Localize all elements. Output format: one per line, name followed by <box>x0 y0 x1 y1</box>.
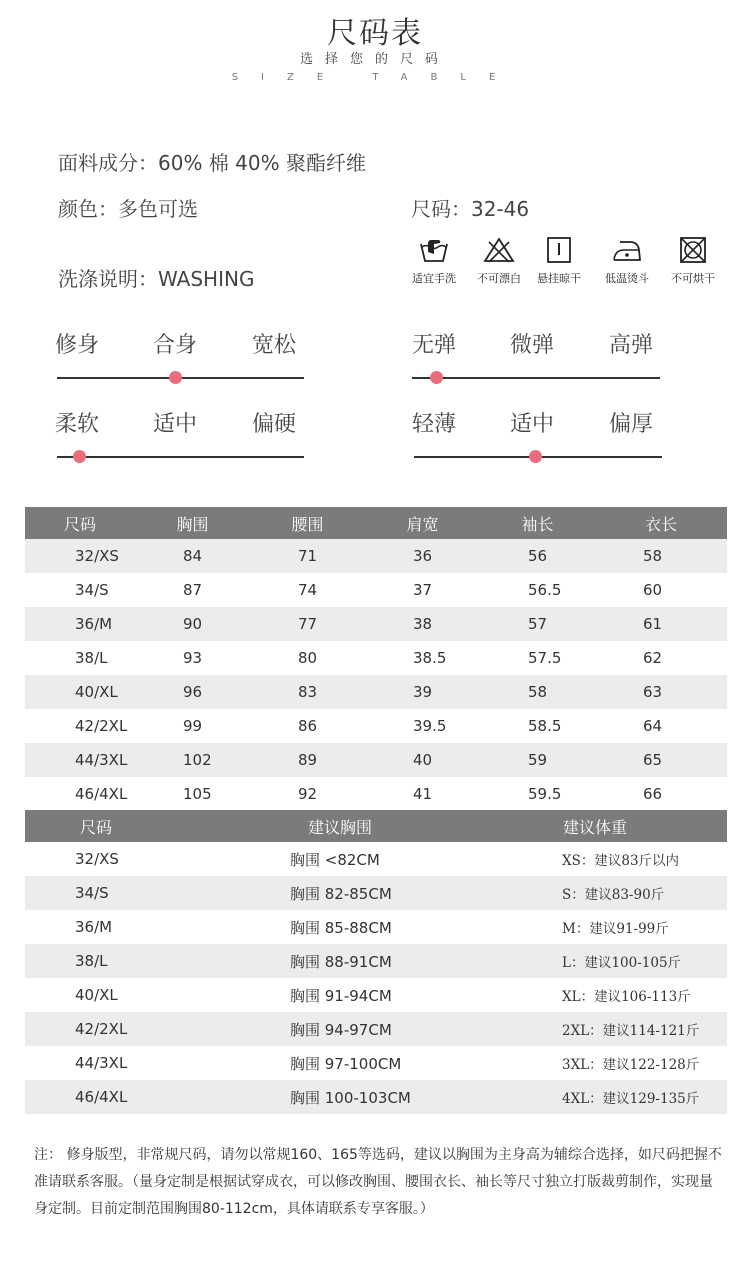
table-cell: 90 <box>135 607 250 641</box>
stretch-label-slight: 微弹 <box>510 333 555 358</box>
table-cell: 36 <box>365 539 480 573</box>
table-row <box>25 539 727 573</box>
table-cell: M：建议91-99斤 <box>480 910 727 944</box>
thickness-label-thin: 轻薄 <box>412 412 457 437</box>
table-row <box>25 573 727 607</box>
fit-label-loose: 宽松 <box>252 333 297 358</box>
table-cell: 58 <box>480 675 595 709</box>
table-cell: 38 <box>365 607 480 641</box>
no-tumble-dry-icon <box>677 236 709 264</box>
fabric-info: 面料成分：60% 棉 40% 聚酯纤维 <box>58 151 366 175</box>
table-cell: 36/M <box>25 910 250 944</box>
header-size: 尺码 <box>25 810 250 842</box>
table-cell: 38.5 <box>365 641 480 675</box>
page-title: 尺码表 <box>327 16 423 51</box>
stretch-label-high: 高弹 <box>609 333 654 358</box>
table-cell: 58 <box>595 539 727 573</box>
softness-label-hard: 偏硬 <box>252 412 297 437</box>
table-cell: 36/M <box>25 607 135 641</box>
table-row <box>25 842 727 876</box>
table-cell: 57.5 <box>480 641 595 675</box>
table-cell: 37 <box>365 573 480 607</box>
thickness-indicator-dot <box>529 450 542 463</box>
table-cell: 46/4XL <box>25 1080 250 1114</box>
table-cell: 40 <box>365 743 480 777</box>
header-recommended-weight: 建议体重 <box>480 810 727 842</box>
table-cell: 42/2XL <box>25 1012 250 1046</box>
care-label: 不可漂白 <box>477 272 521 285</box>
table-cell: 59 <box>480 743 595 777</box>
table-cell: 60 <box>595 573 727 607</box>
header-size: 尺码 <box>25 507 135 539</box>
hand-wash-icon <box>418 236 450 264</box>
table-cell: 胸围 94-97CM <box>250 1012 480 1046</box>
table-cell: 44/3XL <box>25 743 135 777</box>
table-cell: 63 <box>595 675 727 709</box>
stretch-indicator-dot <box>430 371 443 384</box>
care-label: 不可烘干 <box>671 272 715 285</box>
care-item-low-iron <box>589 236 665 286</box>
table-row <box>25 910 727 944</box>
washing-info: 洗涤说明：WASHING <box>58 267 255 291</box>
table-cell: L：建议100-105斤 <box>480 944 727 978</box>
table-row <box>25 777 727 811</box>
softness-track <box>57 456 304 458</box>
table-row <box>25 675 727 709</box>
table-cell: 99 <box>135 709 250 743</box>
table-row <box>25 1012 727 1046</box>
care-label: 低温烫斗 <box>605 272 649 285</box>
fit-label-slim: 修身 <box>55 333 100 358</box>
table-cell: 39 <box>365 675 480 709</box>
size-table <box>25 507 727 811</box>
header-length: 衣长 <box>595 507 727 539</box>
thickness-label-medium: 适中 <box>510 412 555 437</box>
table-cell: 40/XL <box>25 978 250 1012</box>
care-item-no-tumble-dry <box>655 236 731 286</box>
table-cell: 83 <box>250 675 365 709</box>
header-shoulder: 肩宽 <box>365 507 480 539</box>
table-cell: 胸围 85-88CM <box>250 910 480 944</box>
size-table-header <box>25 507 727 539</box>
stretch-label-none: 无弹 <box>412 333 457 358</box>
table-cell: 56.5 <box>480 573 595 607</box>
table-cell: 105 <box>135 777 250 811</box>
table-cell: 59.5 <box>480 777 595 811</box>
table-cell: 77 <box>250 607 365 641</box>
table-cell: 56 <box>480 539 595 573</box>
table-cell: 胸围 <82CM <box>250 842 480 876</box>
table-cell: 40/XL <box>25 675 135 709</box>
page-subtitle: 选择您的尺码 <box>299 52 450 67</box>
table-cell: 胸围 100-103CM <box>250 1080 480 1114</box>
thickness-track <box>414 456 662 458</box>
table-row <box>25 743 727 777</box>
header-sleeve: 袖长 <box>480 507 595 539</box>
table-cell: 64 <box>595 709 727 743</box>
table-cell: 胸围 91-94CM <box>250 978 480 1012</box>
table-row <box>25 607 727 641</box>
table-cell: 胸围 88-91CM <box>250 944 480 978</box>
table-cell: 38/L <box>25 641 135 675</box>
softness-label-medium: 适中 <box>153 412 198 437</box>
table-row <box>25 1046 727 1080</box>
table-cell: 65 <box>595 743 727 777</box>
table-cell: 102 <box>135 743 250 777</box>
table-cell: 32/XS <box>25 842 250 876</box>
size-note: 注： 修身版型，非常规尺码，请勿以常规160、165等选码，建议以胸围为主身高为辅综合选择，如尺码把握不准请联系客服。（量身定制是根据试穿成衣，可以修改胸围、腰围衣长、袖长等尺寸独立打版裁剪制作，实现量身定制。目前定制范围胸围80-112cm，具体请联系专享客服。） <box>34 1147 722 1217</box>
table-cell: 32/XS <box>25 539 135 573</box>
table-cell: 2XL：建议114-121斤 <box>480 1012 727 1046</box>
fit-indicator-dot <box>169 371 182 384</box>
table-cell: 84 <box>135 539 250 573</box>
table-cell: 62 <box>595 641 727 675</box>
table-row <box>25 1080 727 1114</box>
care-label: 适宜手洗 <box>412 272 456 285</box>
header-waist: 腰围 <box>250 507 365 539</box>
header-bust: 胸围 <box>135 507 250 539</box>
table-cell: 71 <box>250 539 365 573</box>
page-subtitle-en: SIZE TABLE <box>231 72 519 83</box>
table-row <box>25 978 727 1012</box>
table-cell: 胸围 82-85CM <box>250 876 480 910</box>
table-cell: XL：建议106-113斤 <box>480 978 727 1012</box>
table-cell: 34/S <box>25 573 135 607</box>
table-cell: 44/3XL <box>25 1046 250 1080</box>
no-bleach-icon <box>483 236 515 264</box>
table-cell: 34/S <box>25 876 250 910</box>
color-info: 颜色：多色可选 <box>58 197 198 221</box>
table-cell: 42/2XL <box>25 709 135 743</box>
table-cell: 胸围 97-100CM <box>250 1046 480 1080</box>
table-row <box>25 641 727 675</box>
fit-track <box>57 377 304 379</box>
table-cell: 93 <box>135 641 250 675</box>
size-range-info: 尺码：32-46 <box>411 197 530 221</box>
table-cell: 86 <box>250 709 365 743</box>
table-cell: 57 <box>480 607 595 641</box>
softness-indicator-dot <box>73 450 86 463</box>
stretch-track <box>412 377 660 379</box>
table-cell: 4XL：建议129-135斤 <box>480 1080 727 1114</box>
thickness-label-thick: 偏厚 <box>609 412 654 437</box>
care-label: 悬挂晾干 <box>537 272 581 285</box>
table-cell: 87 <box>135 573 250 607</box>
table-cell: 92 <box>250 777 365 811</box>
table-cell: 61 <box>595 607 727 641</box>
care-item-hang-dry <box>521 236 597 286</box>
softness-label-soft: 柔软 <box>55 412 100 437</box>
recommend-table <box>25 810 727 1114</box>
table-cell: 3XL：建议122-128斤 <box>480 1046 727 1080</box>
table-cell: 46/4XL <box>25 777 135 811</box>
table-row <box>25 944 727 978</box>
table-row <box>25 876 727 910</box>
table-cell: 96 <box>135 675 250 709</box>
fit-label-regular: 合身 <box>153 333 198 358</box>
table-cell: XS：建议83斤以内 <box>480 842 727 876</box>
low-iron-icon <box>610 236 644 264</box>
table-cell: 80 <box>250 641 365 675</box>
table-cell: 58.5 <box>480 709 595 743</box>
table-cell: 38/L <box>25 944 250 978</box>
hang-dry-icon <box>543 236 575 264</box>
table-cell: 89 <box>250 743 365 777</box>
recommend-table-header <box>25 810 727 842</box>
table-cell: S：建议83-90斤 <box>480 876 727 910</box>
table-cell: 66 <box>595 777 727 811</box>
table-row <box>25 709 727 743</box>
header-recommended-bust: 建议胸围 <box>250 810 480 842</box>
table-cell: 74 <box>250 573 365 607</box>
table-cell: 41 <box>365 777 480 811</box>
table-cell: 39.5 <box>365 709 480 743</box>
